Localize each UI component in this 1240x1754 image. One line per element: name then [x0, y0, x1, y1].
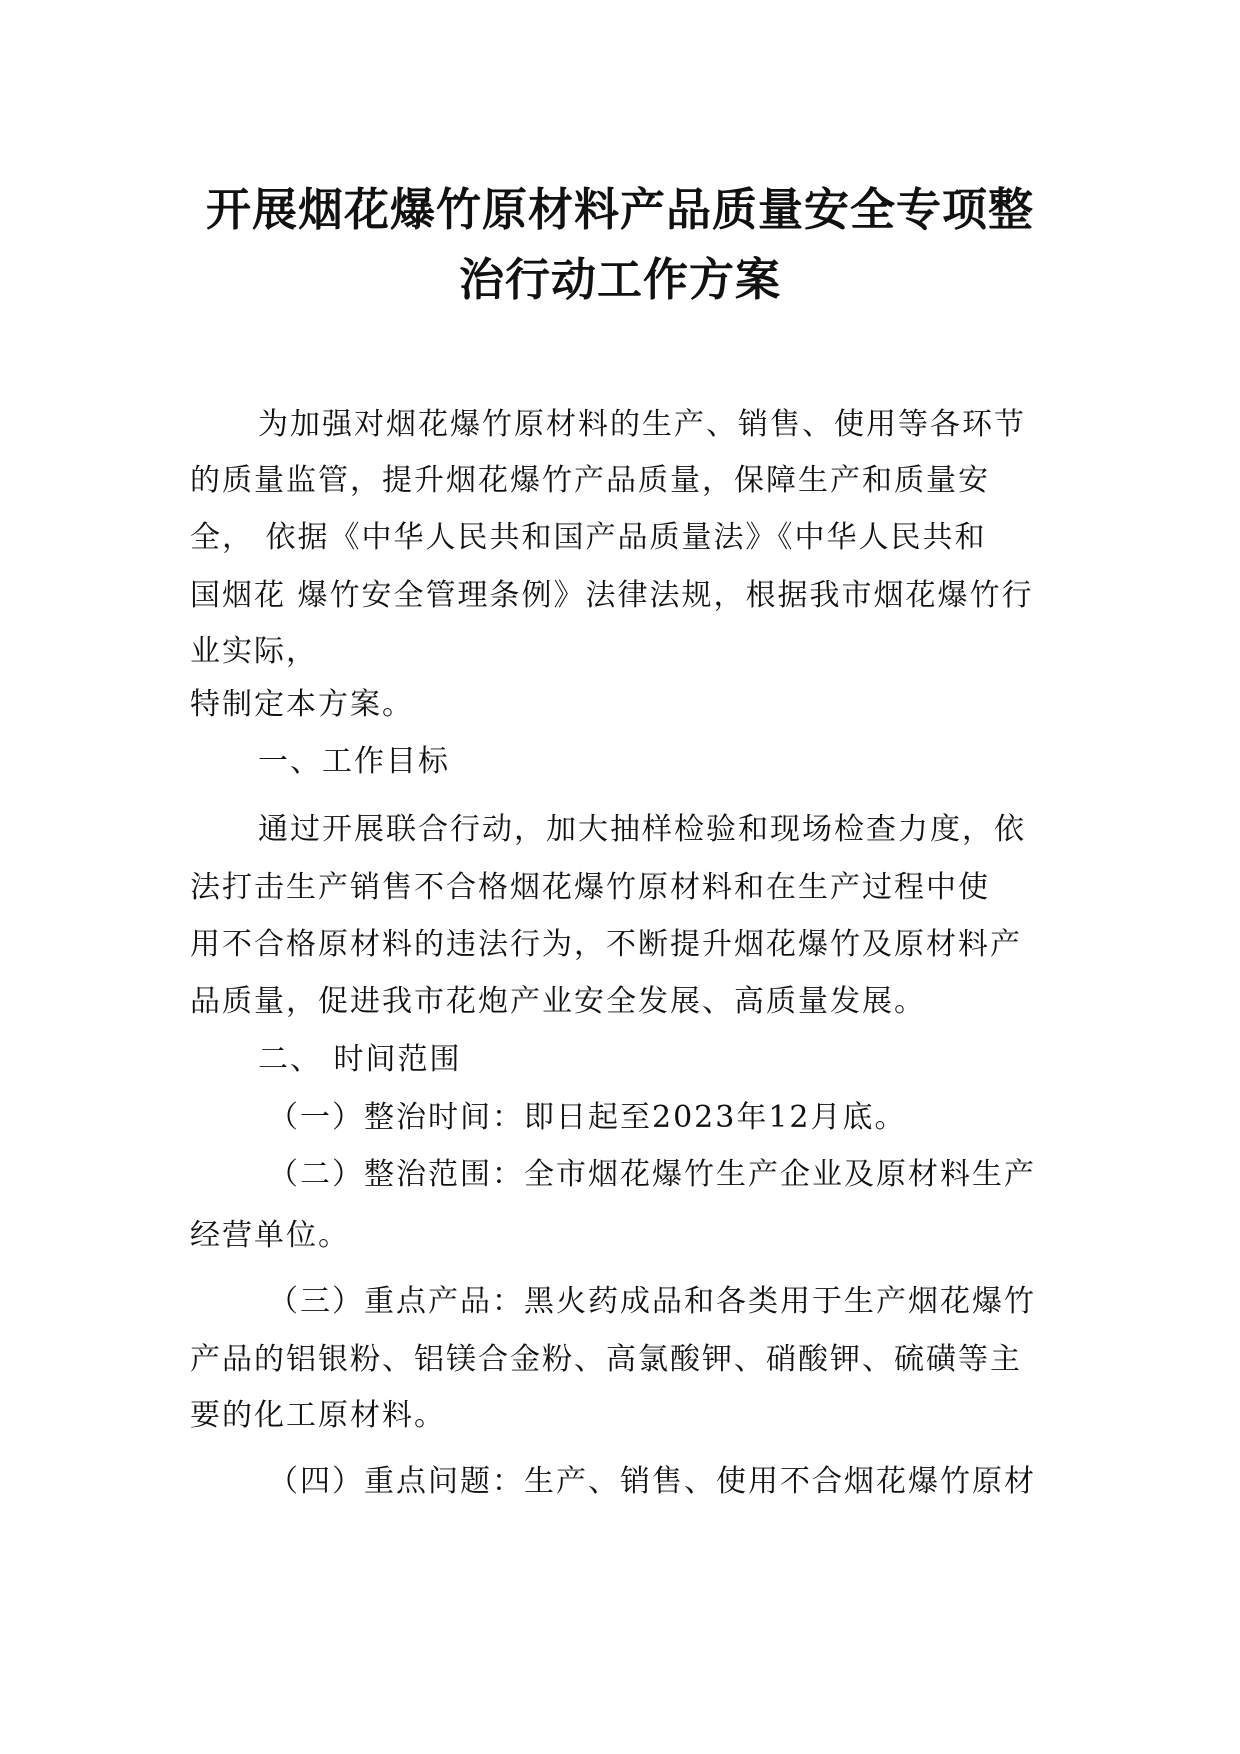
item-2-rectification-scope-line-2: 经营单位。: [190, 1218, 350, 1253]
item-3-key-products-line-1: （三）重点产品：黑火药成品和各类用于生产烟花爆竹: [268, 1284, 1036, 1319]
section-heading-goals: 一、工作目标: [258, 744, 450, 779]
body-paragraph-intro-line-2: 的质量监管，提升烟花爆竹产品质量，保障生产和质量安: [190, 463, 990, 498]
item-3-key-products-line-3: 要的化工原材料。: [190, 1398, 446, 1433]
item-4-key-issues-line-1: （四）重点问题：生产、销售、使用不合烟花爆竹原材: [268, 1464, 1036, 1499]
body-paragraph-goals-line-3: 用不合格原材料的违法行为，不断提升烟花爆竹及原材料产: [190, 927, 1022, 962]
body-paragraph-intro-line-1: 为加强对烟花爆竹原材料的生产、销售、使用等各环节: [258, 407, 1026, 442]
body-paragraph-intro-line-6: 特制定本方案。: [190, 687, 414, 722]
body-paragraph-goals-line-2: 法打击生产销售不合格烟花爆竹原材料和在生产过程中使: [190, 870, 990, 905]
item-1-rectification-time: （一）整治时间：即日起至2023年12月底。: [268, 1100, 907, 1135]
item-2-rectification-scope-line-1: （二）整治范围：全市烟花爆竹生产企业及原材料生产: [268, 1157, 1036, 1192]
document-title-line-1: 开展烟花爆竹原材料产品质量安全专项整: [205, 183, 1034, 236]
item-3-key-products-line-2: 产品的铝银粉、铝镁合金粉、高氯酸钾、硝酸钾、硫磺等主: [190, 1342, 1022, 1377]
body-paragraph-goals-line-4: 品质量，促进我市花炮产业安全发展、高质量发展。: [190, 984, 926, 1019]
body-paragraph-intro-line-4: 国烟花 爆竹安全管理条例》法律法规，根据我市烟花爆竹行: [190, 578, 1034, 613]
document-title-line-2: 治行动工作方案: [458, 253, 781, 306]
section-heading-time-scope: 二、 时间范围: [258, 1042, 462, 1077]
body-paragraph-intro-line-5: 业实际，: [190, 634, 318, 669]
body-paragraph-goals-line-1: 通过开展联合行动，加大抽样检验和现场检查力度，依: [258, 812, 1026, 847]
body-paragraph-intro-line-3: 全， 依据《中华人民共和国产品质量法》《中华人民共和: [190, 520, 987, 555]
